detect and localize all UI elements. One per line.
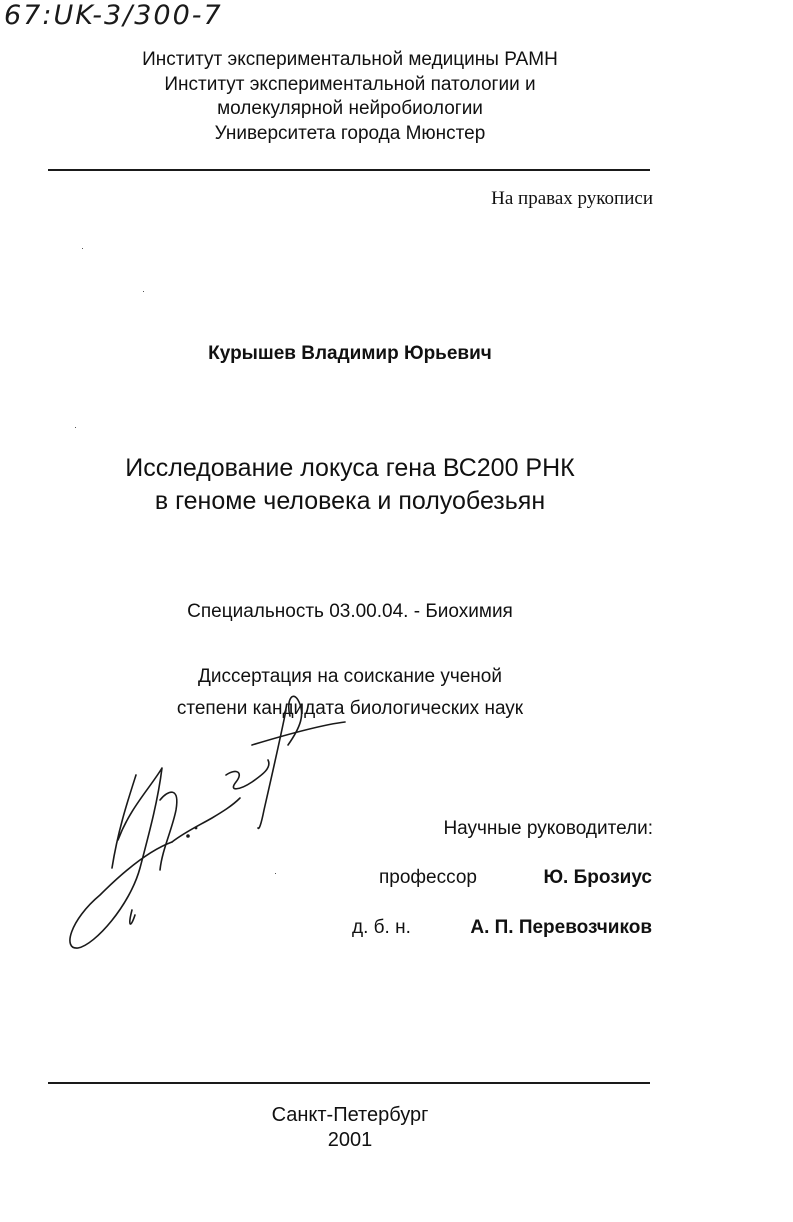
thesis-degree-block (0, 661, 700, 725)
thesis-line: степени кандидата биологических наук (176, 698, 524, 719)
institution-block (0, 48, 700, 146)
author-name: Курышев Владимир Юрьевич (208, 343, 492, 364)
thesis-line: Диссертация на соискание ученой (198, 666, 502, 687)
scan-speck (143, 291, 144, 292)
manuscript-rights-note: На правах рукописи (491, 188, 653, 209)
title-line: в геноме человека и полуобезьян (154, 487, 546, 515)
supervisor-rank: д. б. н. (352, 917, 411, 938)
title-line: Исследование локуса гена ВС200 РНК (125, 454, 575, 482)
scan-speck (82, 248, 83, 249)
scan-speck (275, 873, 276, 874)
supervisor-name: А. П. Перевозчиков (470, 917, 652, 938)
supervisor-name: Ю. Брозиус (543, 867, 652, 888)
year: 2001 (327, 1129, 373, 1151)
specialty-line: Специальность 03.00.04. - Биохимия (187, 601, 513, 622)
supervisor-rank: профессор (379, 867, 477, 888)
top-divider (48, 169, 650, 171)
handwritten-catalog-note: 67:UK-3/300-7 (4, 0, 223, 31)
dissertation-title (0, 452, 700, 518)
institution-line: Университета города Мюнстер (214, 122, 486, 144)
institution-line: Институт экспериментальной медицины РАМН (142, 49, 558, 70)
scan-speck (75, 427, 76, 428)
city: Санкт-Петербург (271, 1104, 429, 1126)
institution-line: Институт экспериментальной патологии и (164, 73, 536, 95)
institution-line: молекулярной нейробиологии (217, 98, 483, 119)
city-year-block (0, 1103, 700, 1153)
bottom-divider (48, 1082, 650, 1084)
supervisors-heading: Научные руководители: (443, 818, 653, 839)
